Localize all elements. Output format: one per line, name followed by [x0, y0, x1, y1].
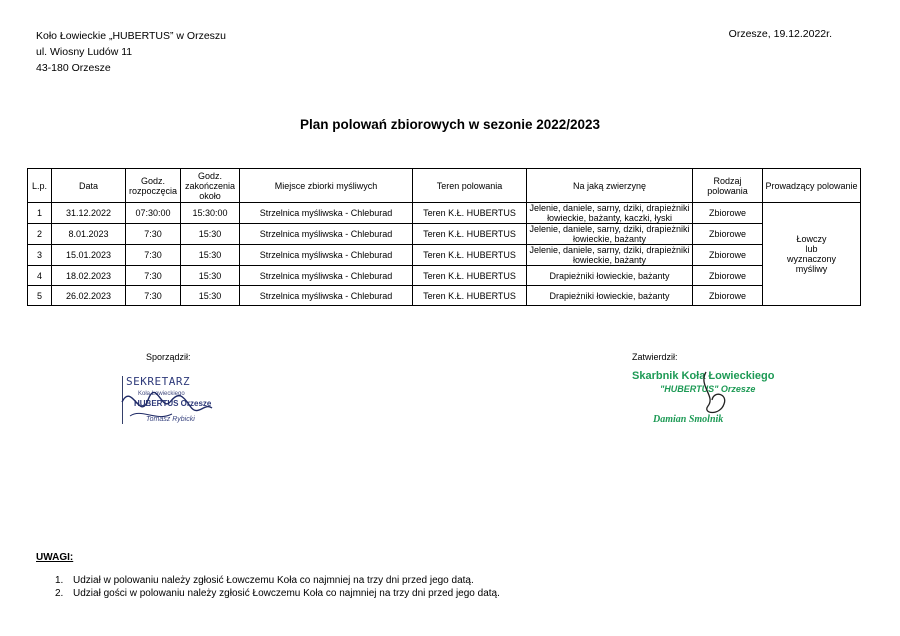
cell-area: Teren K.Ł. HUBERTUS [413, 266, 527, 286]
stamp-club-name: "HUBERTUS" Orzesze [660, 384, 756, 394]
cell-lp: 2 [28, 224, 52, 245]
cell-place: Strzelnica myśliwska - Chleburad [240, 286, 413, 306]
cell-date: 8.01.2023 [52, 224, 126, 245]
cell-lp: 5 [28, 286, 52, 306]
stamp-club: Koła Łowieckiego [138, 391, 185, 397]
note-text: Udział gości w polowaniu należy zgłosić Łowczemu Koła co najmniej na trzy dni przed jego datą. [73, 588, 500, 599]
cell-date: 15.01.2023 [52, 245, 126, 266]
signature-scribble-icon [112, 372, 222, 432]
cell-type: Zbiorowe [693, 203, 763, 224]
header-lp: L.p. [28, 169, 52, 203]
cell-lp: 1 [28, 203, 52, 224]
leader-line: myśliwy [795, 264, 828, 274]
cell-start: 7:30 [126, 224, 181, 245]
treasurer-stamp [628, 366, 808, 436]
list-item [55, 574, 500, 587]
cell-start: 7:30 [126, 245, 181, 266]
leader-line: wyznaczony [786, 254, 837, 264]
cell-date: 18.02.2023 [52, 266, 126, 286]
address-line-street: ul. Wiosny Ludów 11 [36, 46, 133, 58]
cell-place: Strzelnica myśliwska - Chleburad [240, 203, 413, 224]
note-number: 1. [55, 575, 64, 586]
cell-lp: 3 [28, 245, 52, 266]
cell-type: Zbiorowe [693, 266, 763, 286]
cell-start: 7:30 [126, 286, 181, 306]
list-item [55, 587, 500, 600]
table-row [28, 224, 861, 245]
address-line-name: Koło Łowieckie „HUBERTUS” w Orzeszu [36, 30, 227, 42]
note-text: Udział w polowaniu należy zgłosić Łowczemu Koła co najmniej na trzy dni przed jego datą. [73, 575, 474, 586]
cell-start: 7:30 [126, 266, 181, 286]
notes-heading: UWAGI: [36, 552, 74, 563]
approved-by-label: Zatwierdził: [632, 352, 678, 362]
cell-lp: 4 [28, 266, 52, 286]
header-leader: Prowadzący polowanie [763, 169, 861, 203]
stamp-title: Skarbnik Koła Łowieckiego [632, 370, 775, 382]
header-place: Miejsce zbiorki myśliwych [240, 169, 413, 203]
cell-type: Zbiorowe [693, 245, 763, 266]
cell-end: 15:30 [181, 286, 240, 306]
stamp-person: Damian Smolnik [653, 414, 724, 425]
cell-game: Drapieżniki łowieckie, bażanty [527, 266, 693, 286]
secretary-stamp [112, 372, 222, 432]
stamp-person: Tomasz Rybicki [146, 416, 195, 423]
cell-area: Teren K.Ł. HUBERTUS [413, 245, 527, 266]
table-row [28, 203, 861, 224]
header-area: Teren polowania [413, 169, 527, 203]
header-game: Na jaką zwierzynę [527, 169, 693, 203]
table-row [28, 266, 861, 286]
cell-start: 07:30:00 [126, 203, 181, 224]
cell-date: 31.12.2022 [52, 203, 126, 224]
cell-end: 15:30:00 [181, 203, 240, 224]
header-start: Godz. rozpoczęcia [126, 169, 181, 203]
document-title: Plan polowań zbiorowych w sezonie 2022/2023 [299, 117, 601, 132]
leader-line: Łowczy [796, 234, 827, 244]
cell-date: 26.02.2023 [52, 286, 126, 306]
signature-scribble-icon [628, 366, 808, 436]
hunt-plan-table [27, 168, 861, 306]
header-date: Data [52, 169, 126, 203]
stamp-title: SEKRETARZ [126, 375, 191, 388]
address-line-city: 43-180 Orzesze [36, 62, 111, 74]
cell-game: Jelenie, daniele, sarny, dziki, drapieżniki łowieckie, bażanty [527, 245, 693, 266]
cell-type: Zbiorowe [693, 286, 763, 306]
notes-list [55, 574, 500, 600]
cell-end: 15:30 [181, 224, 240, 245]
cell-end: 15:30 [181, 245, 240, 266]
club-address [36, 28, 226, 76]
cell-area: Teren K.Ł. HUBERTUS [413, 224, 527, 245]
table-row [28, 286, 861, 306]
table-header-row [28, 169, 861, 203]
leader-line: lub [805, 244, 818, 254]
header-type: Rodzaj polowania [693, 169, 763, 203]
cell-end: 15:30 [181, 266, 240, 286]
cell-game: Drapieżniki łowieckie, bażanty [527, 286, 693, 306]
cell-area: Teren K.Ł. HUBERTUS [413, 203, 527, 224]
cell-game: Jelenie, daniele, sarny, dziki, drapieżniki łowieckie, bażanty, kaczki, łyski [527, 203, 693, 224]
cell-place: Strzelnica myśliwska - Chleburad [240, 266, 413, 286]
header-end: Godz. zakończenia około [181, 169, 240, 203]
cell-game: Jelenie, daniele, sarny, dziki, drapieżniki łowieckie, bażanty [527, 224, 693, 245]
cell-area: Teren K.Ł. HUBERTUS [413, 286, 527, 306]
table-row [28, 245, 861, 266]
cell-type: Zbiorowe [693, 224, 763, 245]
cell-place: Strzelnica myśliwska - Chleburad [240, 224, 413, 245]
note-number: 2. [55, 588, 64, 599]
document-date: Orzesze, 19.12.2022r. [728, 28, 832, 40]
prepared-by-label: Sporządził: [146, 352, 191, 362]
cell-place: Strzelnica myśliwska - Chleburad [240, 245, 413, 266]
cell-leader [763, 203, 861, 306]
stamp-club-name: HUBERTUS Orzesze [134, 399, 212, 408]
